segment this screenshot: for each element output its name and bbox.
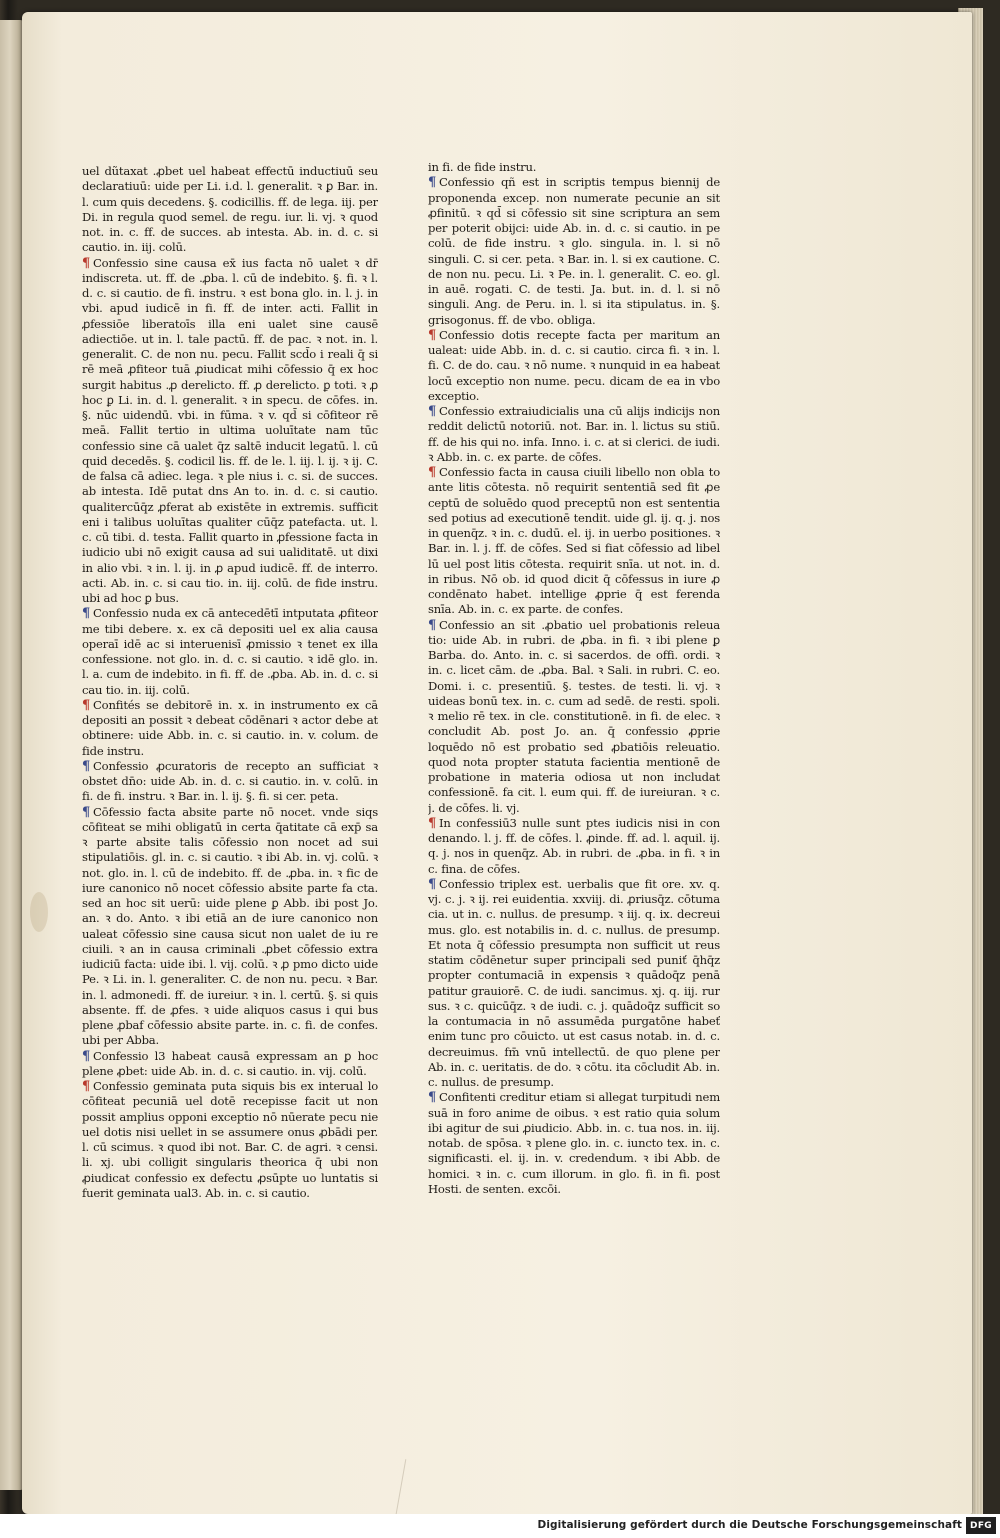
- rubric-mark-icon: ¶: [428, 815, 437, 831]
- funding-credit: Digitalisierung gefördert durch die Deutsche Forschungsgemeinschaft: [537, 1519, 962, 1531]
- paragraph-text: Confessio triplex est. uerbalis que fit ore. xv. q. vj. c. j. ꝛ ij. rei euidentia. xxviij. di. ꝓriusq̄z. cōtuma cia. ut in. c. nullus. de presump. ꝛ iij. q. ix. decreui mus. glo. est notabilis in. d. c. nullus. de presump. Et nota q̄ cōfessio presumpta non sufficit ut reus statim cōdēnetur super principali sed puniť q̄hq̄z propter contumaciā in expensis ꝛ quādoq̄z penā patitur grauiorē. C. de iudi. sancimus. xj. q. iij. rur sus. ꝛ c. quicūq̄z. ꝛ de iudi. c. j. quādoq̄z sufficit so la contumacia in nō assumēda purgatōne habeť enim tunc pro cōuicto. ut est casus notab. in. d. c. decreuimus. fm̄ vnū intellectū. de quo plene per Ab. in. c. ueritatis. de do. ꝛ cōtu. ita cōcludit Ab. in. c. nullus. de presump.: [428, 876, 720, 1089]
- paragraph: [428, 618, 720, 816]
- digitization-footer: [0, 1514, 1000, 1538]
- rubric-mark-icon: ¶: [82, 758, 91, 774]
- rubric-mark-icon: ¶: [428, 617, 437, 633]
- paragraph-text: uel dũtaxat .ꝓbet uel habeat effectū inductiuū seu declaratiuū: uide per Li. i.d. l. generalit. ꝛ ꝑ Bar. in. l. cum quis decedens. §. codicillis. ff. de lega. iij. per Di. in regula quod semel. de regu. iur. li. vj. ꝛ quod not. in. c. ff. de succes. ab intesta. Ab. in. d. c. si cautio. in. iij. colū.: [82, 164, 378, 255]
- paragraph: [428, 175, 720, 328]
- paragraph-text: Confessio l3 habeat causā expressam an ꝑ hoc plene ꝓbet: uide Ab. in. d. c. si cautio. in. vij. colū.: [82, 1048, 378, 1078]
- paragraph: [82, 256, 378, 607]
- paragraph: [428, 877, 720, 1091]
- text-column-left: [82, 164, 378, 1218]
- rubric-mark-icon: ¶: [428, 404, 437, 419]
- paragraph-text: Cōfessio facta absite parte nō nocet. vnde siqs cōfiteat se mihi obligatū in certa q̄atitate cā exp̄ sa ꝛ parte absite talis cōfessio non nocet ad sui stipulatiōis. gl. in. c. si cautio. ꝛ ibi Ab. in. vj. colū. ꝛ not. glo. in. l. cū de indebito. ff. de .ꝓba. in. ꝛ fic de iure canonico nō nocet cōfessio absite parte fa cta. sed an hoc sit uerū: uide plene ꝑ Abb. ibi post Jo. an. ꝛ do. Anto. ꝛ ibi etiā an de iure canonico non ualeat cōfessio sine causa sicut non ualet de iu re ciuili. ꝛ an in causa criminali .ꝓbet cōfessio extra iudiciū facta: uide ibi. l. vij. colū. ꝛ ꝓ pmo dicto uide Pe. ꝛ Li. in. l. generaliter. C. de non nu. pecu. ꝛ Bar. in. l. admonedi. ff. de iureiur. ꝛ in. l. certū. §. si quis absente. ff. de ꝓfes. ꝛ uide aliquos casus i qui bus plene ꝓbaf cōfessio absite parte. in. c. fi. de confes. ubi per Abba.: [82, 804, 378, 1048]
- paragraph-text: Confessio nuda ex cā antecedētī intputata ꝓfiteor me tibi debere. x. ex cā depositi uel ex alia causa operaī idē ac si interuenisī ꝓmissio ꝛ tenet ex illa confessione. not glo. in. d. c. si cautio. ꝛ idē glo. in. l. a. cum de indebito. in fi. ff. de .ꝓba. Ab. in. d. c. si cau tio. in. iij. colū.: [82, 606, 378, 697]
- rubric-mark-icon: ¶: [82, 1048, 91, 1064]
- paragraph: [428, 1090, 720, 1197]
- paragraph: [82, 606, 378, 698]
- paragraph-text: Confessio qñ est in scriptis tempus biennij de proponenda excep. non numerate pecunie an sit ꝓfinitū. ꝛ qd̄ si cōfessio sit sine scriptura an sem per poterit obijci: uide Ab. in. d. c. si cautio. in pe colū. de fide instru. ꝛ glo. singula. in. l. si nō singuli. C. si cer. peta. ꝛ Bar. in. l. si ex cautione. C. de non nu. pecu. Li. ꝛ Pe. in. l. generalit. C. eo. gl. in auē. rogati. C. de testi. Ja. but. in. d. l. si nō singuli. Ang. de Peru. in. l. si ita stipulatus. in. §. grisogonus. ff. de vbo. obliga.: [428, 175, 720, 327]
- paragraph: [428, 160, 720, 175]
- rubric-mark-icon: ¶: [428, 465, 437, 480]
- rubric-mark-icon: ¶: [428, 175, 437, 191]
- dfg-logo: DFG: [966, 1517, 996, 1534]
- paragraph-text: in fi. de fide instru.: [428, 160, 537, 174]
- rubric-mark-icon: ¶: [428, 876, 437, 892]
- rubric-mark-icon: ¶: [82, 255, 91, 271]
- paragraph-text: Confessio extraiudicialis una cū alijs indicijs non reddit delictū notoriū. not. Bar. in. l. lictus su stiū. ff. de his qui no. infa. Inno. i. c. at si clerici. de iudi. ꝛ Abb. in. c. ex parte. de cōfes.: [428, 404, 720, 464]
- paragraph: [428, 465, 720, 618]
- paragraph-text: Confessio dotis recepte facta per maritum an ualeat: uide Abb. in. d. c. si cautio. circa fi. ꝛ in. l. fi. C. de do. cau. ꝛ nō nume. ꝛ nunquid in ea habeat locū exceptio non nume. pecu. dicam de ea in vbo exceptio.: [428, 327, 720, 403]
- paragraph: [82, 1049, 378, 1080]
- paragraph: [82, 759, 378, 805]
- paragraph-text: Confessio an sit .ꝓbatio uel probationis releua tio: uide Ab. in rubri. de ꝓba. in fi. ꝛ ibi plene ꝑ Barba. do. Anto. in. c. si sacerdos. de offi. ordi. ꝛ in. c. licet cām. de .ꝓba. Bal. ꝛ Sali. in rubri. C. eo. Domi. i. c. presentiū. §. testes. de testi. li. vj. ꝛ uideas bonū tex. in. c. cum ad sedē. de resti. spoli. ꝛ melio rē tex. in cle. constitutionē. in fi. de elec. ꝛ concludit Ab. post Jo. an. q̄ confessio ꝓprie loquēdo nō est probatio sed ꝓbatiōis releuatio. quod nota propter statuta facientia mentionē de probatione in materia odiosa ut non includat confessionē. fa cit. l. eum qui. ff. de iureiuran. ꝛ c. j. de cōfes. li. vj.: [428, 617, 720, 815]
- rubric-mark-icon: ¶: [82, 606, 91, 622]
- paragraph-text: Confessio facta in causa ciuili libello non obla to ante litis cōtesta. nō requirit sententiā sed fit ꝓe ceptū de soluēdo quod preceptū non est sententia sed potius ad executionē tendit. uide gl. ij. q. j. nos in quenq̄z. ꝛ in. c. dudū. el. ij. in uerbo positiones. ꝛ Bar. in. l. j. ff. de cōfes. Sed si fiat cōfessio ad libel lū uel post litis cōtesta. requirit snīa. ut not. in. d. in ribus. Nō ob. id quod dicit q̄ cōfessus in iure ꝓ condēnato habet. intellige ꝓprie q̄ est ferenda snīa. Ab. in. c. ex parte. de confes.: [428, 465, 720, 617]
- paragraph-text: In confessiū3 nulle sunt ptes iudicis nisi in con denando. l. j. ff. de cōfes. l. ꝓinde. ff. ad. l. aquil. ij. q. j. nos in quenq̄z. Ab. in rubri. de .ꝓba. in fi. ꝛ in c. fina. de cōfes.: [428, 815, 720, 876]
- paper-stain: [30, 892, 48, 932]
- paragraph: [82, 1079, 378, 1201]
- paragraph-text: Confitenti creditur etiam si allegat turpitudi nem suā in foro anime de oibus. ꝛ est ratio quia solum ibi agitur de sui ꝓiudicio. Abb. in. c. tua nos. in. iij. notab. de spōsa. ꝛ plene glo. in. c. iuncto tex. in. c. significasti. el. ij. in. v. credendum. ꝛ ibi Abb. de homici. ꝛ in. c. cum illorum. in glo. fi. in fi. post Hosti. de senten. excōi.: [428, 1090, 720, 1196]
- paragraph: [428, 816, 720, 877]
- paragraph: [428, 404, 720, 465]
- paragraph-text: Confités se debitorē in. x. in instrumento ex cā depositi an possit ꝛ debeat cōdēnari ꝛ actor debe at obtinere: uide Abb. in. c. si cautio. in. v. colum. de fide instru.: [82, 697, 378, 758]
- paragraph: [82, 805, 378, 1049]
- paragraph: [428, 328, 720, 404]
- rubric-mark-icon: ¶: [428, 1090, 437, 1106]
- paragraph: [82, 164, 378, 256]
- rubric-mark-icon: ¶: [82, 804, 91, 820]
- paragraph-text: Confessio geminata puta siquis bis ex interual lo cōfiteat pecuniā uel dotē recepisse facit ut non possit amplius opponi exceptio nō nūerate pecu nie uel dotis nisi uellet in se assumere onus ꝓbādi per. l. cū scimus. ꝛ quod ibi not. Bar. C. de agri. ꝛ censi. li. xj. ubi colligit singularis theorica q̄ ubi non ꝓiudicat confessio ex defectu ꝓsūpte uo luntatis si fuerit geminata ual3. Ab. in. c. si cautio.: [82, 1079, 378, 1200]
- rubric-mark-icon: ¶: [82, 1079, 91, 1094]
- paragraph: [82, 698, 378, 759]
- rubric-mark-icon: ¶: [82, 697, 91, 713]
- paragraph-text: Confessio sine causa ex̄ ius facta nō ualet ꝛ dr̄ indiscreta. ut. ff. de .ꝓba. l. cū de indebito. §. fi. ꝛ l. d. c. si cautio. de fi. instru. ꝛ est bona glo. in. l. j. in vbi. apud iudicē in fi. ff. de inter. acti. Fallit in ꝓfessiōe liberatoīs illa eni ualet sine causē adiectiōe. ut in. l. tale pactū. ff. de pac. ꝛ not. in. l. generalit. C. de non nu. pecu. Fallit scd̄o i reali q̄ si rē meā ꝓfiteor tuā ꝓiudicat mihi cōfessio q̄ ex hoc surgit habitus .ꝓ derelicto. ff. ꝓ derelicto. ꝑ toti. ꝛ ꝓ hoc ꝑ Li. in. d. l. generalit. ꝛ in specu. de cōfes. in. §. nūc uidendū. vbi. in fūma. ꝛ v. qd̄ si cōfiteor rē meā. Fallit tertio in ultima uoluītate nam tūc confessio sine cā ualet q̄z saltē inducit legatū. l. cū quid decedēs. §. codicil lis. ff. de le. l. iij. l. ij. ꝛ ij. C. de falsa cā adiec. lega. ꝛ ple nius i. c. si. de succes. ab intesta. Idē putat dns An to. in. d. c. si cautio. qualitercūq̄z ꝓferat ab existēte in extremis. sufficit eni i talibus uoluītas qualiter cūq̄z patefacta. ut. l. c. cū tibi. d. testa. Fallit quarto in ꝓfessione facta in iudicio ubi nō exigit causa ad sui ualiditatē. ut dixi in alio vbi. ꝛ in. l. ij. in ꝓ apud iudicē. ff. de interro. acti. Ab. in. c. si cau tio. in. iij. colū. de fide instru. ubi ad hoc ꝑ bus.: [82, 255, 378, 605]
- paragraph-text: Confessio ꝓcuratoris de recepto an sufficiat ꝛ obstet dn̄o: uide Ab. in. d. c. si cautio. in. v. colū. in fi. de fi. instru. ꝛ Bar. in. l. ij. §. fi. si cer. peta.: [82, 758, 378, 804]
- text-column-right: [428, 160, 720, 1208]
- rubric-mark-icon: ¶: [428, 327, 437, 343]
